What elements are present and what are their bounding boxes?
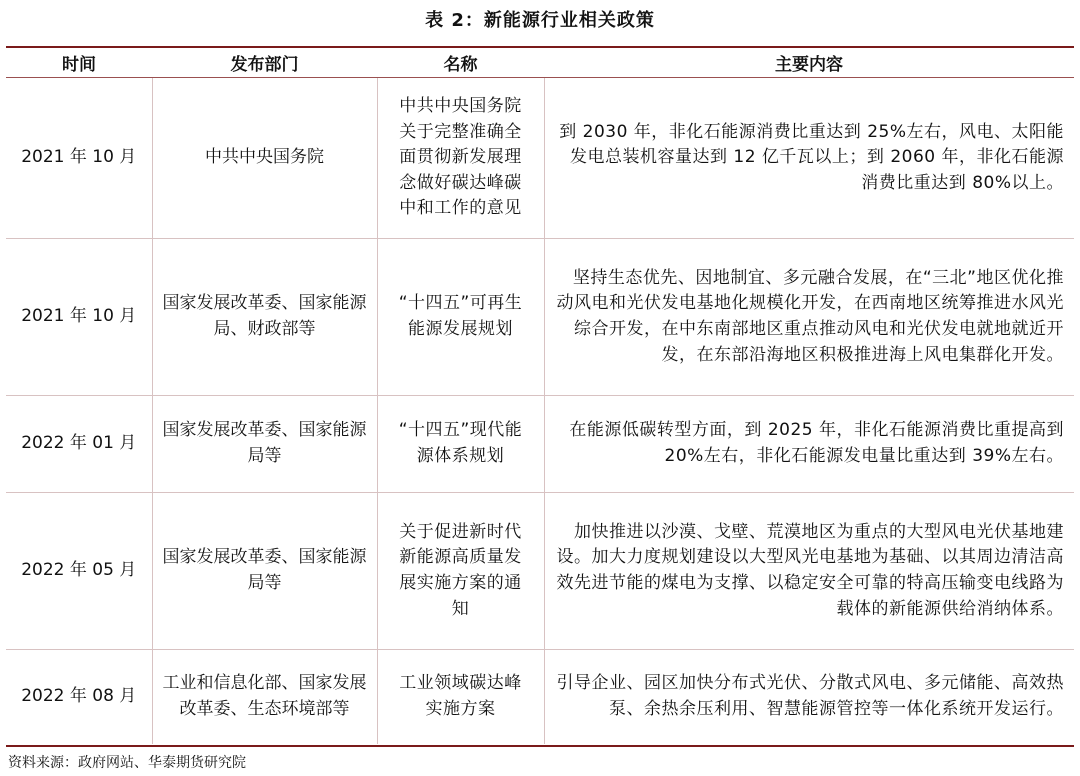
cell-time: 2022 年 05 月 — [6, 493, 152, 650]
cell-content: 坚持生态优先、因地制宜、多元融合发展，在“三北”地区优化推动风电和光伏发电基地化规模化开发，在西南地区统筹推进水风光综合开发，在中东南部地区重点推动风电和光伏发电就地就近开发，在东部沿海地区积极推进海上风电集群化开发。 — [544, 239, 1074, 396]
cell-content: 到 2030 年，非化石能源消费比重达到 25%左右，风电、太阳能发电总装机容量达到 12 亿千瓦以上；到 2060 年，非化石能源消费比重达到 80%以上。 — [544, 78, 1074, 239]
policy-table — [6, 78, 1074, 744]
header-name: 名称 — [443, 54, 478, 75]
table-title: 表 2：新能源行业相关政策 — [425, 10, 655, 31]
table-row — [6, 650, 1074, 745]
cell-name: 关于促进新时代新能源高质量发展实施方案的通知 — [377, 493, 544, 650]
source-note: 资料来源：政府网站、华泰期货研究院 — [8, 755, 246, 771]
cell-name: 工业领域碳达峰实施方案 — [377, 650, 544, 745]
cell-name: 中共中央国务院关于完整准确全面贯彻新发展理念做好碳达峰碳中和工作的意见 — [377, 78, 544, 239]
cell-time: 2021 年 10 月 — [21, 147, 137, 168]
table-row — [6, 239, 1074, 396]
cell-time: 2022 年 01 月 — [6, 396, 152, 493]
cell-dept: 中共中央国务院 — [152, 78, 377, 239]
header-content: 主要内容 — [775, 54, 843, 75]
bottom-rule — [6, 745, 1074, 747]
table-row — [6, 396, 1074, 493]
cell-name: “十四五”现代能源体系规划 — [377, 396, 544, 493]
cell-dept: 国家发展改革委、国家能源局等 — [152, 396, 377, 493]
header-dept: 发布部门 — [230, 54, 299, 75]
cell-dept: 国家发展改革委、国家能源局、财政部等 — [152, 239, 377, 396]
table-row — [6, 493, 1074, 650]
header-time: 时间 — [62, 54, 96, 75]
cell-content: 引导企业、园区加快分布式光伏、分散式风电、多元储能、高效热泵、余热余压利用、智慧能源管控等一体化系统开发运行。 — [544, 650, 1074, 745]
cell-dept: 国家发展改革委、国家能源局等 — [152, 493, 377, 650]
cell-content: 在能源低碳转型方面，到 2025 年，非化石能源消费比重提高到 20%左右，非化石能源发电量比重达到 39%左右。 — [544, 396, 1074, 493]
cell-dept: 工业和信息化部、国家发展改革委、生态环境部等 — [152, 650, 377, 745]
cell-name: “十四五”可再生能源发展规划 — [377, 239, 544, 396]
cell-time: 2021 年 10 月 — [6, 239, 152, 396]
table-row — [6, 78, 1074, 239]
cell-time: 2022 年 08 月 — [6, 650, 152, 745]
cell-content: 加快推进以沙漠、戈壁、荒漠地区为重点的大型风电光伏基地建设。加大力度规划建设以大型风光电基地为基础、以其周边清洁高效先进节能的煤电为支撑、以稳定安全可靠的特高压输变电线路为载体的新能源供给消纳体系。 — [544, 493, 1074, 650]
